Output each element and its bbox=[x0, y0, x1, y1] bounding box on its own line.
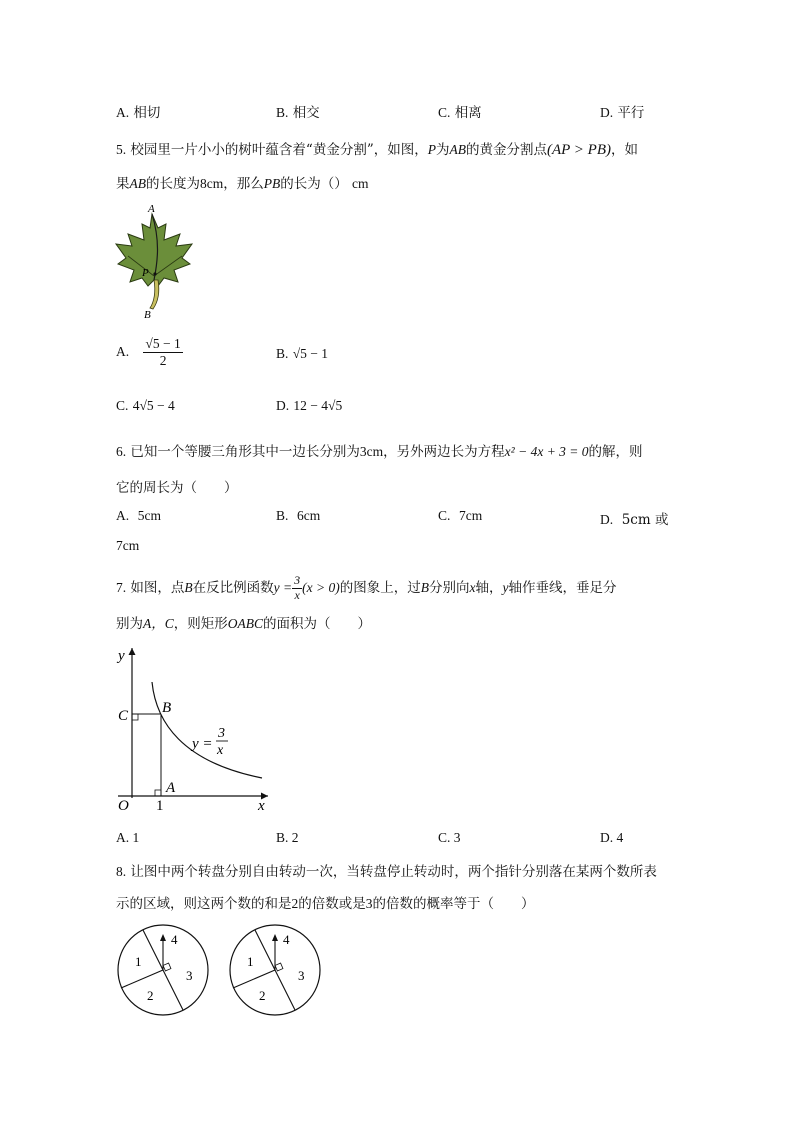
q7-line2: 别为A，C，则矩形OABC的面积为（ ） bbox=[116, 616, 372, 632]
q5-option-b: B. √5 − 1 bbox=[276, 346, 328, 361]
curve-label-lhs: y = bbox=[192, 736, 213, 752]
spinner-left-1: 1 bbox=[135, 954, 142, 969]
label-c: C bbox=[118, 708, 129, 724]
spinner-left-2: 2 bbox=[147, 988, 154, 1003]
maple-leaf-figure bbox=[108, 200, 200, 322]
label-y: y bbox=[118, 648, 125, 664]
spinner-right-4: 4 bbox=[283, 932, 290, 947]
q8-line1: 8. 让图中两个转盘分别自由转动一次，当转盘停止转动时，两个指针分别落在某两个数所表 bbox=[116, 864, 657, 880]
q6-option-d-wrap: 7cm bbox=[116, 538, 140, 553]
spinner-left-4: 4 bbox=[171, 932, 178, 947]
leaf-label-b: B bbox=[144, 309, 151, 321]
spinner-left-3: 3 bbox=[186, 968, 193, 983]
q7-line1: 7. 如图，点B在反比例函数y = $\frac{3}{x}$ (x > 0)的图象上，过B分别向x轴，y轴作垂线，垂足分 bbox=[116, 573, 617, 602]
q6-option-d: D. 5cm 或 bbox=[600, 512, 669, 528]
curve-label-den: x bbox=[217, 743, 224, 758]
q5-line2: 果AB的长度为8cm，那么PB的长为（） cm bbox=[116, 176, 369, 192]
leaf-label-a: A bbox=[148, 203, 155, 215]
q5-option-c: C. 4√5 − 4 bbox=[116, 398, 175, 413]
q4-option-c: C. 相离 bbox=[438, 105, 482, 121]
q7-option-a: A. 1 bbox=[116, 830, 140, 845]
q8-line2: 示的区域，则这两个数的和是2的倍数或是3的倍数的概率等于（ ） bbox=[116, 896, 535, 912]
label-o: O bbox=[118, 798, 129, 814]
q7-option-c: C. 3 bbox=[438, 830, 461, 845]
q6-option-b: B. 6cm bbox=[276, 508, 321, 523]
q6-line1: 6. 已知一个等腰三角形其中一边长分别为3cm，另外两边长为方程x² − 4x + 3 = 0的解，则 bbox=[116, 444, 643, 460]
q5-line1: 5. 校园里一片小小的树叶蕴含着“黄金分割”，如图，P为AB的黄金分割点(AP > PB)，如 bbox=[116, 142, 638, 158]
curve-label-num: 3 bbox=[218, 726, 225, 741]
q4-option-b: B. 相交 bbox=[276, 105, 320, 121]
q7-option-b: B. 2 bbox=[276, 830, 299, 845]
q6-option-a: A. 5cm bbox=[116, 508, 161, 523]
label-a: A bbox=[166, 780, 176, 796]
spinner-right bbox=[226, 922, 324, 1018]
spinner-right-2: 2 bbox=[259, 988, 266, 1003]
q7-option-d: D. 4 bbox=[600, 830, 624, 845]
leaf-stem bbox=[150, 280, 159, 309]
spinner-right-3: 3 bbox=[298, 968, 305, 983]
q5-option-d: D. 12 − 4√5 bbox=[276, 398, 343, 413]
spinner-right-1: 1 bbox=[247, 954, 254, 969]
q6-line2: 它的周长为（ ） bbox=[116, 480, 238, 496]
q4-option-a: A. 相切 bbox=[116, 105, 161, 121]
label-one: 1 bbox=[156, 798, 164, 814]
q6-option-c: C. 7cm bbox=[438, 508, 483, 523]
spinner-left bbox=[114, 922, 212, 1018]
label-b: B bbox=[162, 700, 172, 716]
q5-option-a: A. $\frac{√5 - 1}{2}$ bbox=[116, 336, 181, 368]
q4-option-d: D. 平行 bbox=[600, 105, 645, 121]
reciprocal-function-graph bbox=[112, 642, 272, 814]
reciprocal-curve bbox=[152, 682, 262, 778]
label-x: x bbox=[258, 798, 265, 814]
leaf-label-p: P bbox=[142, 267, 149, 279]
